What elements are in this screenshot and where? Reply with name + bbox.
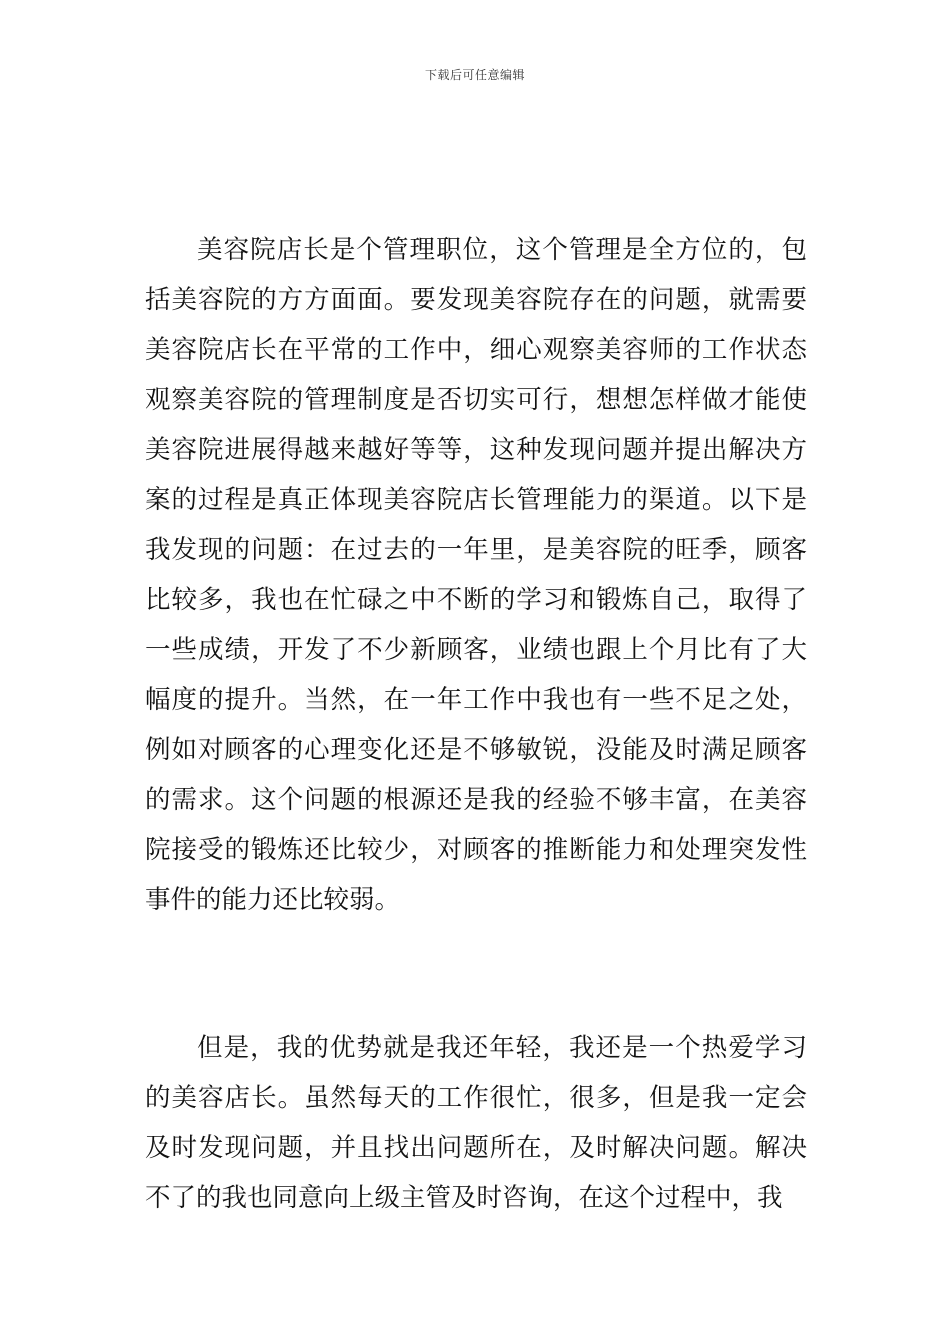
- paragraph-2: 但是，我的优势就是我还年轻，我还是一个热爱学习的美容店长。虽然每天的工作很忙，很多，但是我一定会及时发现问题，并且找出问题所在，及时解决问题。解决不了的我也同意向上级主管及时咨询，在这个过程中，我: [145, 1033, 807, 1213]
- header-note: 下载后可任意编辑: [424, 68, 525, 82]
- paragraph-1: 美容院店长是个管理职位，这个管理是全方位的，包括美容院的方方面面。要发现美容院存在的问题，就需要美容院店长在平常的工作中，细心观察美容师的工作状态观察美容院的管理制度是否切实可行，想想怎样做才能使美容院进展得越来越好等等，这种发现问题并提出解决方案的过程是真正体现美容院店长管理能力的渠道。以下是我发现的问题：在过去的一年里，是美容院的旺季，顾客比较多，我也在忙碌之中不断的学习和锻炼自己，取得了一些成绩，开发了不少新顾客，业绩也跟上个月比有了大幅度的提升。当然，在一年工作中我也有一些不足之处，例如对顾客的心理变化还是不够敏锐，没能及时满足顾客的需求。这个问题的根源还是我的经验不够丰富，在美容院接受的锻炼还比较少，对顾客的推断能力和处理突发性事件的能力还比较弱。: [145, 235, 807, 915]
